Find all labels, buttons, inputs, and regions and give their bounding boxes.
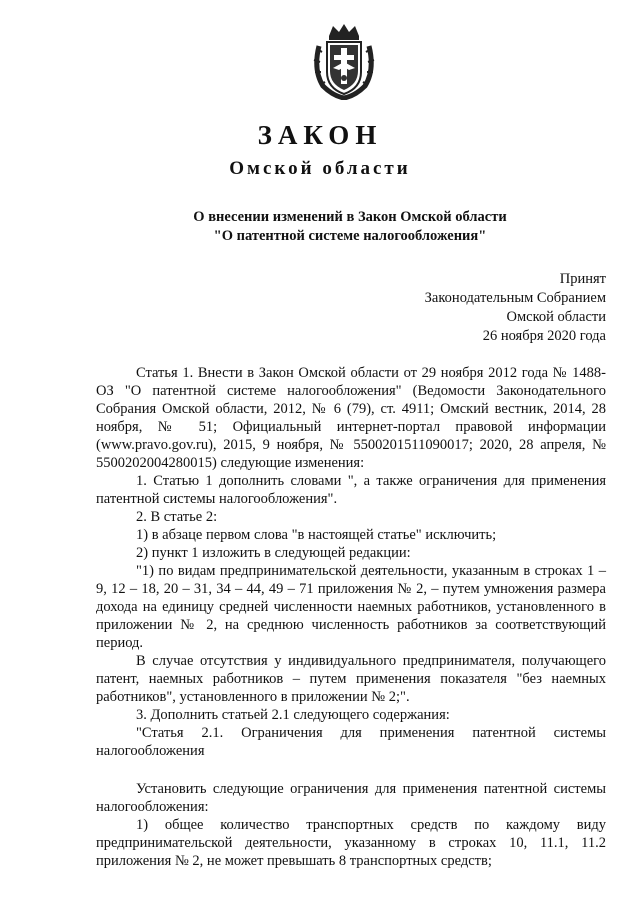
document-subtitle: Омской области xyxy=(229,158,411,179)
paragraph-restriction-1: 1) общее количество транспортных средств по каждому виду предпринимательской деятельности, указанному в строках 10, 11.1, 11.2 приложения № 2, не может превышать 8 транспортных средств; xyxy=(96,817,606,869)
adoption-date: 26 ноября 2020 года xyxy=(482,328,606,344)
law-heading-line-2: "О патентной системе налогообложения" xyxy=(213,228,487,244)
paragraph-no-employees: В случае отсутствия у индивидуального предпринимателя, получающего патент, наемных работников – путем применения показателя "без наемных работников", установленного в приложении № 2;". xyxy=(96,653,606,705)
adoption-line-2: Законодательным Собранием xyxy=(424,290,606,306)
paragraph-restrictions-intro: Установить следующие ограничения для применения патентной системы налогообложения: xyxy=(96,781,606,815)
law-heading xyxy=(0,208,640,246)
paragraph-article-2-1-title: "Статья 2.1. Ограничения для применения патентной системы налогообложения xyxy=(96,725,606,759)
adoption-line-3: Омской области xyxy=(506,309,606,325)
document-title: ЗАКОН xyxy=(257,120,383,150)
paragraph-subitem-1: 1) в абзаце первом слова "в настоящей статье" исключить; xyxy=(136,527,497,543)
paragraph-subitem-2: 2) пункт 1 изложить в следующей редакции: xyxy=(136,545,411,561)
paragraph-article-1: Статья 1. Внести в Закон Омской области от 29 ноября 2012 года № 1488-ОЗ "О патентной системе налогообложения" (Ведомости Законодательного Собрания Омской области, 2012, № 6 (79), ст. 4911; Омский вестник, 2014, 28 ноября, № 51; Официальный интернет-портал правовой информации (www.pravo.gov.ru), 2015, 9 ноября, № 5500201511090017; 2020, 28 апреля, № 5500202004280015) следующие изменения: xyxy=(96,365,606,471)
paragraph-item-2: 2. В статье 2: xyxy=(136,509,218,525)
coat-of-arms-icon xyxy=(309,22,379,100)
adoption-block xyxy=(425,270,606,346)
paragraph-item-1: 1. Статью 1 дополнить словами ", а также ограничения для применения патентной системы налогообложения". xyxy=(96,473,606,507)
paragraph-item-3: 3. Дополнить статьей 2.1 следующего содержания: xyxy=(136,707,450,723)
law-heading-line-1: О внесении изменений в Закон Омской области xyxy=(193,209,507,225)
paragraph-quoted-item-1: "1) по видам предпринимательской деятельности, указанным в строках 1 – 9, 12 – 18, 20 – 31, 34 – 44, 49 – 71 приложения № 2, – путем умножения размера дохода на единицу средней численности наемных работников, установленного в приложении № 2, на среднюю численность работников за соответствующий период. xyxy=(96,563,606,651)
law-body xyxy=(96,364,606,870)
adoption-line-1: Принят xyxy=(559,271,606,287)
